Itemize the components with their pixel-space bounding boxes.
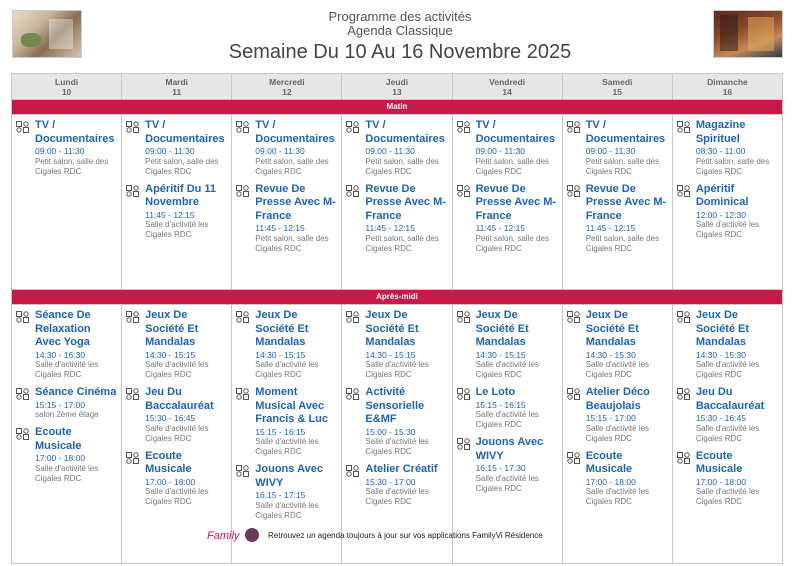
activity-place: Salle d'activité les Cigales RDC — [35, 463, 99, 483]
people-activity-icon — [126, 387, 140, 399]
activity-place: salon 2ème étage — [35, 410, 99, 419]
activity-title: Revue De Presse Avec M-France — [475, 182, 557, 222]
activity-item[interactable] — [342, 309, 451, 380]
activity-time: 15:30 - 16:45 — [145, 413, 196, 423]
activity-place: Salle d'activité les Cigales RDC — [255, 500, 319, 520]
activity-item[interactable] — [673, 183, 782, 241]
people-activity-icon — [677, 120, 691, 132]
activity-place: Petit salon, salle des Cigales RDC — [475, 233, 549, 253]
people-activity-icon — [677, 387, 691, 399]
activity-place: Petit salon, salle des Cigales RDC — [255, 233, 329, 253]
day-header — [672, 74, 782, 100]
activity-title: Séance Cinéma — [35, 386, 117, 398]
activity-title: Atelier Créatif — [365, 463, 438, 475]
afternoon-cell — [452, 305, 562, 564]
activity-title: Ecoute Musicale — [35, 426, 82, 452]
people-activity-icon — [457, 437, 471, 449]
activity-title: TV / Documentaires — [255, 119, 335, 145]
day-name: Samedi — [602, 77, 633, 87]
day-header — [232, 74, 342, 100]
activity-place: Salle d'activité les Cigales RDC — [365, 437, 429, 456]
activity-item[interactable] — [563, 450, 672, 508]
familyvi-logo-icon — [245, 528, 259, 542]
activity-time: 11:45 - 12:15 — [145, 209, 195, 220]
people-activity-icon — [346, 387, 360, 399]
activity-time: 15:30 - 16:45 — [695, 413, 746, 423]
people-activity-icon — [677, 451, 691, 463]
activity-item[interactable] — [232, 386, 341, 457]
activity-item[interactable] — [232, 183, 341, 254]
header-line1: Programme des activités — [328, 9, 472, 24]
morning-cell — [452, 115, 562, 290]
people-activity-icon — [126, 184, 140, 196]
morning-cell — [672, 115, 782, 290]
activity-place: Salle d'activité les Cigales RDC — [145, 487, 209, 506]
day-name: Mercredi — [269, 77, 305, 87]
activity-time: 09:00 - 11:30 — [35, 146, 85, 156]
afternoon-cell — [12, 305, 122, 564]
activity-time: 16:15 - 17:30 — [475, 463, 526, 473]
activity-item[interactable] — [342, 386, 451, 457]
activity-time: 17:00 - 18:00 — [35, 453, 86, 463]
activity-time: 08:30 - 11:00 — [695, 146, 746, 156]
activity-place: Salle d'activité les Cigales RDC — [365, 487, 429, 506]
activity-title: Jeux De Société Et Mandalas — [475, 309, 529, 348]
band-morning: Matin — [12, 100, 783, 115]
activity-place: Petit salon, salle des Cigales RDC — [35, 156, 109, 176]
weekly-agenda-table — [11, 73, 783, 564]
activity-time: 15:15 - 16:15 — [475, 399, 526, 410]
activity-title: TV / Documentaires — [585, 119, 666, 145]
activity-time: 14:30 - 16:30 — [35, 349, 86, 360]
people-activity-icon — [236, 120, 250, 132]
day-header — [562, 74, 672, 100]
activity-time: 09:00 - 11:30 — [255, 146, 305, 156]
afternoon-cell — [122, 305, 232, 564]
day-header — [122, 74, 232, 100]
day-number: 15 — [612, 87, 622, 97]
afternoon-cell — [342, 305, 452, 564]
activity-item[interactable] — [673, 450, 782, 508]
activity-place: Salle d'activité les Cigales RDC — [475, 360, 539, 379]
activity-item[interactable] — [453, 119, 562, 177]
activity-time: 14:30 - 15:15 — [475, 349, 526, 360]
activity-place: Salle d'activité les Cigales RDC — [145, 423, 209, 443]
activity-title: Jouons Avec WIVY — [255, 463, 323, 489]
activity-item[interactable] — [673, 309, 782, 380]
activity-place: Salle d'activité les Cigales RDC — [255, 360, 319, 379]
activity-title: TV / Documentaires — [35, 119, 115, 145]
people-activity-icon — [457, 184, 471, 196]
activity-title: Revue De Presse Avec M-France — [585, 182, 667, 222]
activity-item[interactable] — [563, 386, 672, 444]
day-number: 13 — [392, 87, 402, 97]
familyvi-logo: Family — [207, 530, 240, 542]
activity-item[interactable] — [453, 309, 562, 380]
activity-place: Salle d'activité les Cigales RDC — [145, 360, 209, 379]
day-name: Dimanche — [707, 77, 748, 87]
activity-title: Activité Sensorielle E&MF — [365, 386, 425, 425]
people-activity-icon — [567, 120, 581, 132]
activity-place: Salle d'activité les Cigales RDC — [145, 220, 209, 239]
activity-place: Petit salon, salle des Cigales RDC — [365, 156, 439, 176]
activity-time: 15:00 - 15:30 — [365, 426, 416, 437]
morning-cell — [342, 115, 452, 290]
people-activity-icon — [457, 120, 471, 132]
activity-title: Ecoute Musicale — [585, 449, 633, 475]
activity-time: 14:30 - 15:30 — [585, 349, 636, 360]
day-number: 12 — [282, 87, 292, 97]
activity-time: 11:45 - 12:15 — [585, 223, 636, 233]
activity-title: Jeux De Société Et Mandalas — [695, 309, 750, 348]
afternoon-cell — [562, 305, 672, 564]
afternoon-cell — [232, 305, 342, 564]
activity-title: Atelier Déco Beaujolais — [585, 386, 650, 412]
activity-place: Salle d'activité les Cigales RDC — [475, 473, 539, 493]
activity-item[interactable] — [563, 309, 672, 380]
people-activity-icon — [567, 310, 581, 322]
people-activity-icon — [346, 120, 360, 132]
activity-item[interactable] — [232, 309, 341, 380]
activity-title: Jeux De Société Et Mandalas — [255, 309, 309, 348]
activity-time: 17:00 - 18:00 — [585, 476, 636, 487]
activity-time: 15:15 - 17:00 — [35, 399, 86, 410]
activity-time: 09:00 - 11:30 — [585, 146, 636, 156]
day-name: Lundi — [55, 77, 79, 87]
activity-item[interactable] — [342, 183, 451, 254]
activity-time: 16:15 - 17:15 — [255, 490, 306, 500]
morning-cell — [232, 115, 342, 290]
activity-title: TV / Documentaires — [475, 119, 556, 145]
activity-item[interactable] — [342, 463, 451, 507]
day-name: Vendredi — [489, 77, 526, 87]
morning-cell — [122, 115, 232, 290]
activity-title: Apéritif Du 11 Novembre — [145, 182, 217, 208]
day-header — [452, 74, 562, 100]
activity-place: Salle d'activité les Cigales RDC — [585, 487, 650, 506]
activity-time: 11:45 - 12:15 — [475, 223, 526, 233]
band-afternoon: Après-midi — [12, 290, 783, 305]
people-activity-icon — [346, 310, 360, 322]
activity-time: 09:00 - 11:30 — [475, 146, 526, 156]
activity-time: 17:00 - 18:00 — [145, 476, 196, 487]
people-activity-icon — [126, 120, 140, 132]
activity-place: Salle d'activité les Cigales RDC — [255, 437, 319, 456]
activity-title: Revue De Presse Avec M-France — [365, 182, 446, 222]
activity-place: Petit salon, salle des Cigales RDC — [255, 156, 329, 176]
activity-title: Le Loto — [475, 386, 516, 398]
people-activity-icon — [457, 310, 471, 322]
activity-item[interactable] — [563, 183, 672, 254]
activity-title: Jeux De Société Et Mandalas — [365, 309, 419, 348]
people-activity-icon — [236, 310, 250, 322]
activity-title: Jouons Avec WIVY — [475, 436, 544, 462]
activity-title: TV / Documentaires — [365, 119, 445, 145]
people-activity-icon — [126, 451, 140, 463]
activity-title: Magazine Spirituel — [695, 119, 746, 145]
page-header — [0, 10, 800, 65]
activity-place: Salle d'activité les Cigales RDC — [695, 487, 760, 506]
activity-place: Salle d'activité les Cigales RDC — [695, 220, 760, 239]
header-line2: Agenda Classique — [347, 23, 453, 38]
activity-time: 15:15 - 16:15 — [255, 426, 306, 437]
activity-title: Séance De Relaxation Avec Yoga — [35, 309, 91, 348]
activity-item[interactable] — [232, 119, 341, 177]
activity-item[interactable] — [122, 386, 231, 444]
page-title: Semaine Du 10 Au 16 Novembre 2025 — [228, 41, 572, 63]
activity-time: 14:30 - 15:30 — [695, 349, 746, 360]
activity-title: Jeu Du Baccalauréat — [145, 386, 214, 412]
people-activity-icon — [346, 184, 360, 196]
activity-item[interactable] — [453, 183, 562, 254]
people-activity-icon — [16, 427, 30, 439]
activity-item[interactable] — [122, 309, 231, 380]
activity-place: Petit salon, salle des Cigales RDC — [365, 233, 439, 253]
activity-title: Jeux De Société Et Mandalas — [585, 309, 639, 348]
activity-item[interactable] — [122, 450, 231, 508]
activity-item[interactable] — [12, 386, 121, 420]
day-number: 10 — [61, 87, 72, 97]
activity-time: 15:30 - 17:00 — [365, 476, 416, 487]
day-number: 11 — [172, 87, 182, 97]
people-activity-icon — [457, 387, 471, 399]
activity-title: Ecoute Musicale — [695, 449, 743, 475]
activity-place: Salle d'activité les Cigales RDC — [585, 423, 650, 443]
activity-item[interactable] — [12, 309, 121, 380]
activity-item[interactable] — [12, 119, 121, 177]
people-activity-icon — [567, 387, 581, 399]
activity-time: 11:45 - 12:15 — [255, 223, 305, 233]
activity-time: 17:00 - 18:00 — [695, 476, 746, 487]
activity-item[interactable] — [122, 183, 231, 241]
activity-item[interactable] — [453, 436, 562, 494]
activity-title: Jeux De Société Et Mandalas — [145, 309, 199, 348]
day-header — [12, 74, 122, 100]
people-activity-icon — [236, 464, 250, 476]
activity-title: Moment Musical Avec Francis & Luc — [255, 386, 329, 425]
activity-place: Salle d'activité les Cigales RDC — [585, 360, 650, 379]
activity-title: Jeu Du Baccalauréat — [695, 386, 765, 412]
activity-time: 09:00 - 11:30 — [365, 146, 415, 156]
people-activity-icon — [16, 310, 30, 322]
activity-item[interactable] — [122, 119, 231, 177]
activity-place: Salle d'activité les Cigales RDC — [695, 360, 760, 379]
people-activity-icon — [236, 387, 250, 399]
people-activity-icon — [16, 387, 30, 399]
morning-cell — [12, 115, 122, 290]
people-activity-icon — [567, 184, 581, 196]
activity-place: Salle d'activité les Cigales RDC — [475, 410, 539, 429]
day-name: Mardi — [165, 77, 189, 87]
people-activity-icon — [236, 184, 250, 196]
people-activity-icon — [677, 310, 691, 322]
day-number: 14 — [502, 87, 512, 97]
activity-place: Salle d'activité les Cigales RDC — [695, 423, 760, 443]
activity-place: Salle d'activité les Cigales RDC — [365, 360, 429, 379]
activity-item[interactable] — [673, 386, 782, 444]
morning-cell — [562, 115, 672, 290]
day-header — [342, 74, 452, 100]
activity-title: Ecoute Musicale — [145, 449, 192, 475]
people-activity-icon — [16, 120, 30, 132]
day-name: Jeudi — [385, 77, 409, 87]
activity-time: 15:15 - 17:00 — [585, 413, 636, 423]
footer — [0, 530, 800, 544]
activity-item[interactable] — [12, 426, 121, 484]
footer-text: Retrouvez un agenda toujours à jour sur vos applications FamilyVi Résidence — [268, 531, 543, 540]
activity-item[interactable] — [673, 119, 782, 177]
activity-time: 14:30 - 15:15 — [365, 349, 416, 360]
activity-place: Petit salon, salle des Cigales RDC — [585, 156, 660, 176]
activity-title: Apéritif Dominical — [695, 182, 749, 208]
people-activity-icon — [567, 451, 581, 463]
activity-place: Petit salon, salle des Cigales RDC — [475, 156, 549, 176]
afternoon-cell — [672, 305, 782, 564]
activity-place: Petit salon, salle des Cigales RDC — [145, 156, 219, 176]
activity-item[interactable] — [563, 119, 672, 177]
people-activity-icon — [677, 184, 691, 196]
activity-item[interactable] — [232, 463, 341, 521]
activity-place: Petit salon, salle des Cigales RDC — [585, 233, 660, 253]
day-number: 16 — [722, 87, 733, 97]
activity-title: Revue De Presse Avec M-France — [255, 182, 336, 222]
activity-place: Petit salon, salle des Cigales RDC — [695, 156, 770, 176]
people-activity-icon — [346, 464, 360, 476]
activity-time: 14:30 - 15:15 — [145, 349, 196, 360]
activity-title: TV / Documentaires — [145, 119, 225, 145]
activity-time: 14:30 - 15:15 — [255, 349, 306, 360]
people-activity-icon — [126, 310, 140, 322]
activity-time: 11:45 - 12:15 — [365, 223, 415, 233]
activity-item[interactable] — [342, 119, 451, 177]
activity-time: 12:00 - 12:30 — [695, 209, 746, 220]
activity-time: 09:00 - 11:30 — [145, 146, 195, 156]
activity-place: Salle d'activité les Cigales RDC — [35, 360, 99, 379]
activity-item[interactable] — [453, 386, 562, 430]
